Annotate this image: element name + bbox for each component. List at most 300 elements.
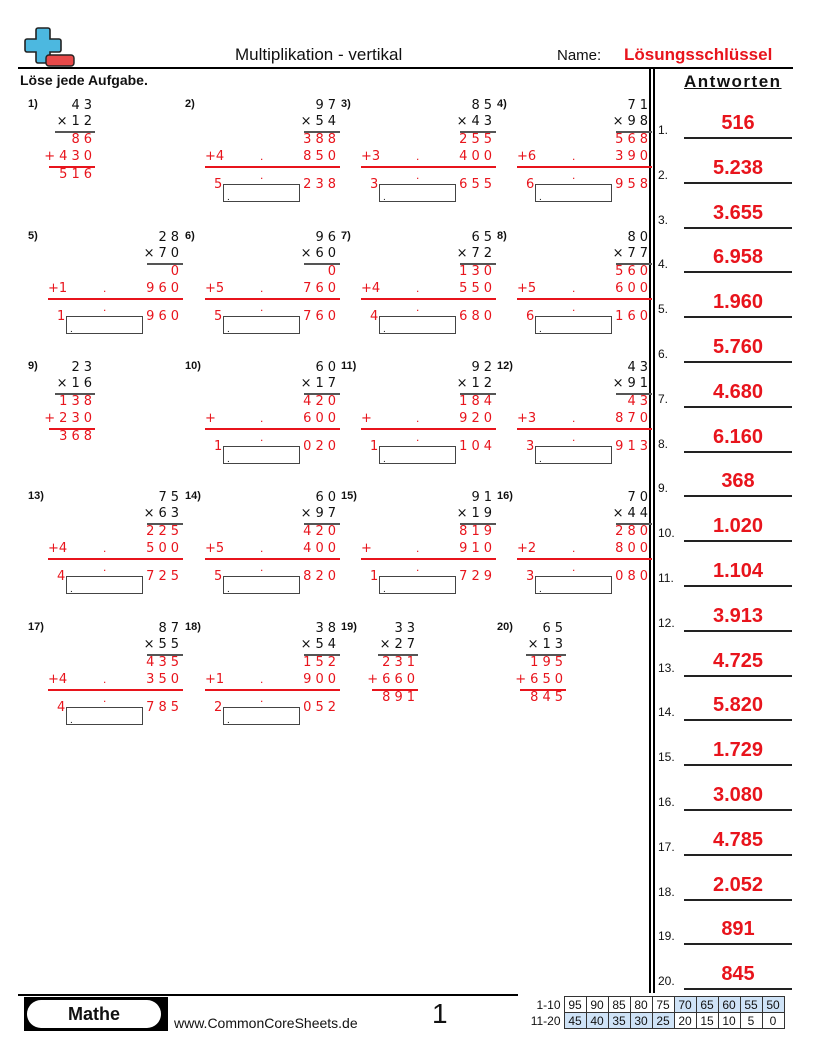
box-dot: . (539, 324, 542, 335)
thousands-dot: . (260, 672, 264, 686)
thousands-dot: . (572, 541, 576, 555)
answer-value: 2.052 (712, 873, 764, 896)
answer-value: 6.160 (712, 425, 764, 448)
answer-value: 368 (721, 470, 755, 493)
score-row-11-20 (526, 1013, 784, 1029)
carry-plus: + (361, 411, 372, 426)
carry-plus: + (205, 411, 216, 426)
answer-value: 1.020 (712, 515, 764, 538)
answer-box[interactable] (223, 184, 300, 202)
sum-bar (205, 428, 340, 430)
result-lead-digit: 1 (370, 569, 379, 584)
sum-bar (517, 558, 652, 560)
multiplicand: 33 (394, 621, 419, 636)
answer-number: 13. (658, 660, 675, 675)
answer-row (658, 826, 792, 856)
multiplier: ×98 (612, 114, 652, 129)
answer-number: 1. (658, 123, 669, 137)
problem-number: 5) (28, 230, 38, 242)
score-cell: 85 (608, 997, 630, 1013)
partial-product-1: 420 (303, 394, 340, 409)
answer-box[interactable] (223, 576, 300, 594)
box-dot: . (227, 324, 230, 335)
result-lead-digit: 5 (214, 569, 223, 584)
answer-number: 10. (658, 526, 675, 541)
problem-number: 13) (28, 490, 44, 502)
answer-value: 4.785 (712, 828, 764, 851)
answer-value: 891 (721, 918, 755, 941)
product-result: 655 (459, 177, 496, 192)
answer-value: 1.960 (712, 291, 764, 314)
answer-row (658, 243, 792, 273)
thousands-dot: . (103, 281, 107, 295)
problem (497, 490, 652, 610)
answer-number: 12. (658, 615, 675, 630)
answer-value: 845 (721, 963, 755, 986)
box-dot: . (383, 454, 386, 465)
answer-box[interactable] (535, 576, 612, 594)
header-rule (18, 67, 793, 69)
answer-line (684, 988, 792, 990)
carry-plus: + (361, 541, 372, 556)
answer-value: 1.729 (712, 739, 764, 762)
answer-line (684, 719, 792, 721)
sum-bar (361, 558, 496, 560)
partial-product-1: 435 (146, 655, 183, 670)
answer-line (684, 227, 792, 229)
sum-bar (361, 428, 496, 430)
name-label: Name: (557, 47, 602, 64)
answer-value: 3.080 (712, 784, 764, 806)
answer-line (684, 899, 792, 901)
answer-value: 3.913 (712, 604, 764, 627)
carry-plus: +1 (48, 281, 68, 296)
answer-line (684, 764, 792, 766)
multiplier: ×19 (456, 506, 496, 521)
answer-box[interactable] (223, 446, 300, 464)
partial-product-1: 420 (303, 524, 340, 539)
multiplicand: 92 (471, 360, 496, 375)
answers-title: Antworten (684, 72, 782, 91)
partial-product-2: 960 (146, 281, 183, 296)
result-lead-digit: 1 (57, 309, 66, 324)
result-lead-digit: 3 (370, 177, 379, 192)
product-result: 725 (146, 569, 183, 584)
result-lead-digit: 4 (57, 569, 66, 584)
answer-box[interactable] (66, 576, 143, 594)
score-cell: 20 (674, 1013, 696, 1029)
problem (28, 621, 183, 741)
answer-line (684, 943, 792, 945)
multiplicand: 91 (471, 490, 496, 505)
problem (497, 230, 652, 350)
score-cell: 15 (696, 1013, 718, 1029)
carry-plus: +4 (205, 149, 225, 164)
answer-line (684, 585, 792, 587)
answer-value: 5.760 (712, 336, 764, 358)
partial-product-2: +430 (44, 149, 96, 164)
sum-bar (361, 298, 496, 300)
product-result: 020 (303, 439, 340, 454)
multiplicand: 23 (71, 360, 96, 375)
thousands-dot: . (416, 300, 420, 314)
result-lead-digit: 4 (370, 309, 379, 324)
sum-bar (205, 558, 340, 560)
partial-product-2: 550 (459, 281, 496, 296)
thousands-dot: . (572, 281, 576, 295)
partial-product-2: 870 (615, 411, 652, 426)
carry-plus: +5 (517, 281, 537, 296)
multiplicand: 60 (315, 360, 340, 375)
answer-line (684, 137, 792, 139)
thousands-dot: . (260, 430, 264, 444)
answer-value: 4.725 (712, 649, 764, 672)
thousands-dot: . (572, 430, 576, 444)
problem-number: 16) (497, 490, 513, 502)
answer-row (658, 512, 792, 542)
multiplicand: 71 (627, 98, 652, 113)
problem (341, 621, 496, 741)
product-result: 104 (459, 439, 496, 454)
partial-product-2: 920 (459, 411, 496, 426)
score-cell: 70 (674, 997, 696, 1013)
problem (497, 621, 652, 741)
partial-product-1: 280 (615, 524, 652, 539)
partial-product-1: 130 (459, 264, 496, 279)
box-dot: . (70, 715, 73, 726)
partial-product-2: +650 (515, 672, 567, 687)
answer-number: 2. (658, 167, 669, 182)
partial-product-1: 819 (459, 524, 496, 539)
multiplicand: 43 (71, 98, 96, 113)
problem-number: 14) (185, 490, 201, 502)
answer-number: 15. (658, 750, 675, 765)
multiplier: ×44 (612, 506, 652, 521)
partial-product-1: 184 (459, 394, 496, 409)
score-cell: 50 (762, 997, 784, 1013)
thousands-dot: . (103, 672, 107, 686)
instructions: Löse jede Aufgabe. (20, 72, 148, 88)
answer-box[interactable] (66, 707, 143, 725)
partial-product-2: 400 (303, 541, 340, 556)
answer-row (658, 915, 792, 945)
multiplier: ×54 (300, 114, 340, 129)
result-lead-digit: 6 (526, 177, 535, 192)
problem-number: 2) (185, 98, 195, 110)
partial-product-1: 0 (170, 264, 183, 279)
score-cell: 35 (608, 1013, 630, 1029)
answer-number: 4. (658, 257, 669, 272)
problem (28, 360, 183, 480)
carry-plus: +4 (361, 281, 381, 296)
page-number: 1 (432, 998, 448, 1029)
problem-number: 17) (28, 621, 44, 633)
answer-line (684, 495, 792, 497)
box-dot: . (227, 715, 230, 726)
multiplicand: 75 (158, 490, 183, 505)
answer-line (684, 182, 792, 184)
partial-product-2: 350 (146, 672, 183, 687)
footer-rule (18, 994, 518, 996)
answer-number: 5. (658, 302, 669, 317)
carry-plus: +1 (205, 672, 225, 687)
problem (185, 230, 340, 350)
carry-plus: +4 (48, 541, 68, 556)
thousands-dot: . (416, 411, 420, 425)
multiplicand: 80 (627, 230, 652, 245)
answer-row (658, 199, 792, 229)
sum-bar (205, 166, 340, 168)
thousands-dot: . (572, 300, 576, 314)
answer-line (684, 675, 792, 677)
result-lead-digit: 6 (526, 309, 535, 324)
answer-number: 19. (658, 929, 675, 944)
multiplicand: 87 (158, 621, 183, 636)
answer-row (658, 557, 792, 587)
problem-number: 4) (497, 98, 507, 110)
answer-box[interactable] (379, 446, 456, 464)
thousands-dot: . (416, 281, 420, 295)
partial-product-1: 0 (327, 264, 340, 279)
result-lead-digit: 1 (214, 439, 223, 454)
multiplier: ×12 (56, 114, 96, 129)
score-row-1-10 (526, 997, 784, 1013)
answer-line (684, 809, 792, 811)
box-dot: . (539, 454, 542, 465)
sum-bar (517, 428, 652, 430)
box-dot: . (70, 324, 73, 335)
product-result: 785 (146, 700, 183, 715)
problem-number: 9) (28, 360, 38, 372)
brand-badge (24, 997, 168, 1031)
result-lead-digit: 2 (214, 700, 223, 715)
problem-number: 6) (185, 230, 195, 242)
problem-number: 15) (341, 490, 357, 502)
answer-number: 9. (658, 481, 669, 496)
thousands-dot: . (572, 411, 576, 425)
multiplier: ×60 (300, 246, 340, 261)
product-result: 052 (303, 700, 340, 715)
multiplier: ×77 (612, 246, 652, 261)
partial-product-1: 388 (303, 132, 340, 147)
answer-box[interactable] (66, 316, 143, 334)
problem (185, 490, 340, 610)
score-cell: 10 (718, 1013, 740, 1029)
score-table (526, 996, 785, 1029)
sum-bar (48, 689, 183, 691)
answer-number: 6. (658, 347, 669, 361)
multiplier: ×97 (300, 506, 340, 521)
multiplicand: 65 (542, 621, 567, 636)
answer-box[interactable] (535, 184, 612, 202)
score-cell: 65 (696, 997, 718, 1013)
problem-number: 8) (497, 230, 507, 242)
result-lead-digit: 5 (214, 177, 223, 192)
thousands-dot: . (260, 149, 264, 163)
score-row-label: 1-10 (536, 997, 561, 1012)
multiplicand: 96 (315, 230, 340, 245)
box-dot: . (227, 584, 230, 595)
problem (185, 98, 340, 218)
thousands-dot: . (260, 168, 264, 182)
answer-row (658, 960, 792, 990)
brand-label: Mathe (27, 1000, 161, 1028)
carry-plus: +3 (361, 149, 381, 164)
score-cell: 40 (586, 1013, 608, 1029)
partial-product-2: 600 (303, 411, 340, 426)
thousands-dot: . (416, 149, 420, 163)
partial-product-1: 225 (146, 524, 183, 539)
name-value: Lösungsschlüssel (624, 45, 773, 64)
answer-value: 3.655 (712, 201, 764, 224)
partial-product-1: 43 (627, 394, 652, 409)
partial-product-1: 138 (59, 394, 96, 409)
problem (341, 230, 496, 350)
partial-product-2: 910 (459, 541, 496, 556)
sum-bar (361, 166, 496, 168)
thousands-dot: . (260, 541, 264, 555)
problem-number: 10) (185, 360, 201, 372)
product-result: 760 (303, 309, 340, 324)
result-lead-digit: 3 (526, 439, 535, 454)
carry-plus: +4 (48, 672, 68, 687)
thousands-dot: . (416, 541, 420, 555)
answer-box[interactable] (379, 576, 456, 594)
answer-value: 4.680 (712, 380, 764, 403)
multiplier: ×70 (143, 246, 183, 261)
product-result: 820 (303, 569, 340, 584)
answer-line (684, 316, 792, 318)
partial-product-2: 800 (615, 541, 652, 556)
problem (28, 98, 183, 218)
partial-product-1: 195 (530, 655, 567, 670)
carry-plus: +5 (205, 281, 225, 296)
score-cell: 0 (762, 1013, 784, 1029)
problem (185, 360, 340, 480)
problem (28, 230, 183, 350)
problem (497, 360, 652, 480)
worksheet-title: Multiplikation - vertikal (235, 45, 403, 64)
answer-row (658, 602, 792, 632)
sum-bar (517, 298, 652, 300)
multiplier: ×17 (300, 376, 340, 391)
site-url: www.CommonCoreSheets.de (174, 1015, 358, 1031)
answer-box[interactable] (379, 316, 456, 334)
multiplicand: 97 (315, 98, 340, 113)
answer-box[interactable] (535, 316, 612, 334)
answer-box[interactable] (223, 707, 300, 725)
partial-product-1: 152 (303, 655, 340, 670)
answer-row (658, 154, 792, 184)
problem (185, 621, 340, 741)
answer-line (684, 451, 792, 453)
box-dot: . (70, 584, 73, 595)
problem-number: 1) (28, 98, 38, 110)
thousands-dot: . (103, 541, 107, 555)
box-dot: . (227, 192, 230, 203)
answer-line (684, 540, 792, 542)
product-result: 960 (146, 309, 183, 324)
answer-box[interactable] (223, 316, 300, 334)
answer-row (658, 423, 792, 453)
thousands-dot: . (103, 560, 107, 574)
partial-product-1: 255 (459, 132, 496, 147)
product-result: 160 (615, 309, 652, 324)
box-dot: . (383, 192, 386, 203)
carry-plus: +2 (517, 541, 537, 556)
answer-value: 5.238 (712, 156, 764, 179)
thousands-dot: . (260, 411, 264, 425)
box-dot: . (383, 584, 386, 595)
answer-row (658, 691, 792, 721)
answer-row (658, 333, 792, 363)
problem-number: 20) (497, 621, 513, 633)
sum-bar (205, 689, 340, 691)
multiplicand: 28 (158, 230, 183, 245)
multiplier: ×91 (612, 376, 652, 391)
answer-value: 5.820 (712, 694, 764, 717)
multiplicand: 70 (627, 490, 652, 505)
thousands-dot: . (260, 281, 264, 295)
thousands-dot: . (572, 560, 576, 574)
thousands-dot: . (416, 430, 420, 444)
carry-plus: +5 (205, 541, 225, 556)
answer-number: 16. (658, 795, 675, 809)
answer-row (658, 736, 792, 766)
result-lead-digit: 3 (526, 569, 535, 584)
answer-box[interactable] (379, 184, 456, 202)
score-row-label: 11-20 (530, 1013, 561, 1028)
answer-number: 18. (658, 884, 675, 899)
answer-value: 6.958 (712, 246, 764, 269)
partial-product-2: 400 (459, 149, 496, 164)
answer-row (658, 378, 792, 408)
sum-bar (48, 298, 183, 300)
thousands-dot: . (416, 560, 420, 574)
answer-row (658, 467, 792, 497)
thousands-dot: . (260, 300, 264, 314)
partial-product-2: 500 (146, 541, 183, 556)
answer-number: 8. (658, 436, 669, 451)
answer-row (658, 647, 792, 677)
answer-line (684, 271, 792, 273)
problem (341, 98, 496, 218)
box-dot: . (227, 454, 230, 465)
answer-row (658, 871, 792, 901)
problem (28, 490, 183, 610)
box-dot: . (539, 192, 542, 203)
answer-box[interactable] (535, 446, 612, 464)
answer-row (658, 288, 792, 318)
score-cell: 75 (652, 997, 674, 1013)
answer-number: 14. (658, 705, 675, 720)
partial-product-1: 86 (71, 132, 96, 147)
answer-line (684, 854, 792, 856)
product-result: 238 (303, 177, 340, 192)
product-result: 958 (615, 177, 652, 192)
multiplier: ×72 (456, 246, 496, 261)
result-lead-digit: 5 (214, 309, 223, 324)
multiplier: ×54 (300, 637, 340, 652)
problem (341, 490, 496, 610)
sum-bar (517, 166, 652, 168)
product-result: 845 (530, 690, 567, 705)
product-result: 913 (615, 439, 652, 454)
partial-product-2: 900 (303, 672, 340, 687)
answer-value: 516 (721, 112, 755, 134)
multiplicand: 85 (471, 98, 496, 113)
result-lead-digit: 4 (57, 700, 66, 715)
